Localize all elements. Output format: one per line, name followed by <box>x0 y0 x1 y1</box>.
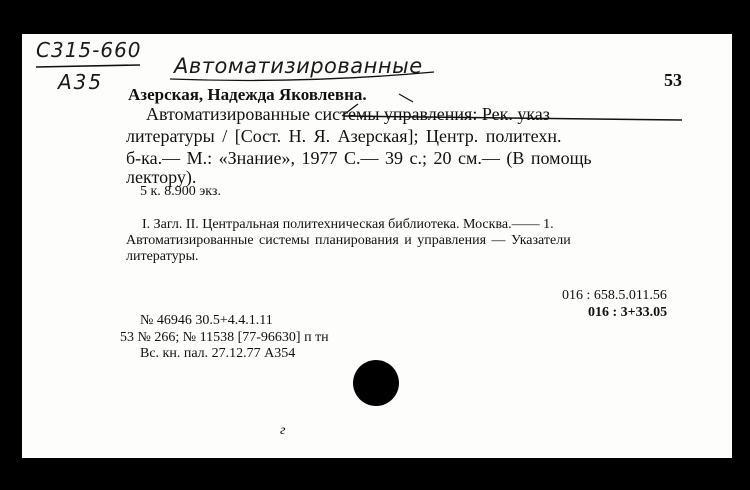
handwritten-title-note: Автоматизированные <box>174 54 423 78</box>
tracing-line-2: Автоматизированные системы планирования и управления — Указатели <box>126 233 571 248</box>
udc-index-2: 016 : 3+33.05 <box>588 305 668 320</box>
title-line-3: б-ка.— М.: «Знание», 1977 С.— 39 с.; 20 см.— (В помощь <box>126 148 592 168</box>
catalog-card <box>22 34 732 458</box>
tracing-line-3: литературы. <box>126 249 199 264</box>
page-number: 53 <box>664 70 682 90</box>
registry-line-1: № 46946 30.5+4.4.1.11 <box>140 313 273 328</box>
tracing-line-1: I. Загл. II. Центральная политехническая библиотека. Москва.—— 1. <box>142 217 554 232</box>
punch-hole <box>353 360 399 406</box>
title-line-4: лектору). <box>126 167 197 187</box>
registry-line-2: 53 № 266; № 11538 [77-96630] п тн <box>120 330 329 345</box>
title-line-1: Автоматизированные системы управления: Рек. указ <box>146 104 550 124</box>
author-mark: A35 <box>58 70 104 94</box>
title-line-2: литературы / [Сост. Н. Я. Азерская]; Центр. политехн. <box>126 126 562 146</box>
stray-mark: г <box>280 423 286 438</box>
call-number: C315-660 <box>36 38 142 62</box>
entry-heading: Азерская, Надежда Яковлевна. <box>128 85 367 104</box>
registry-line-3: Вс. кн. пал. 27.12.77 А354 <box>140 346 296 361</box>
udc-index-1: 016 : 658.5.011.56 <box>562 288 667 303</box>
price-copies: 5 к. 8.900 экз. <box>140 184 221 199</box>
